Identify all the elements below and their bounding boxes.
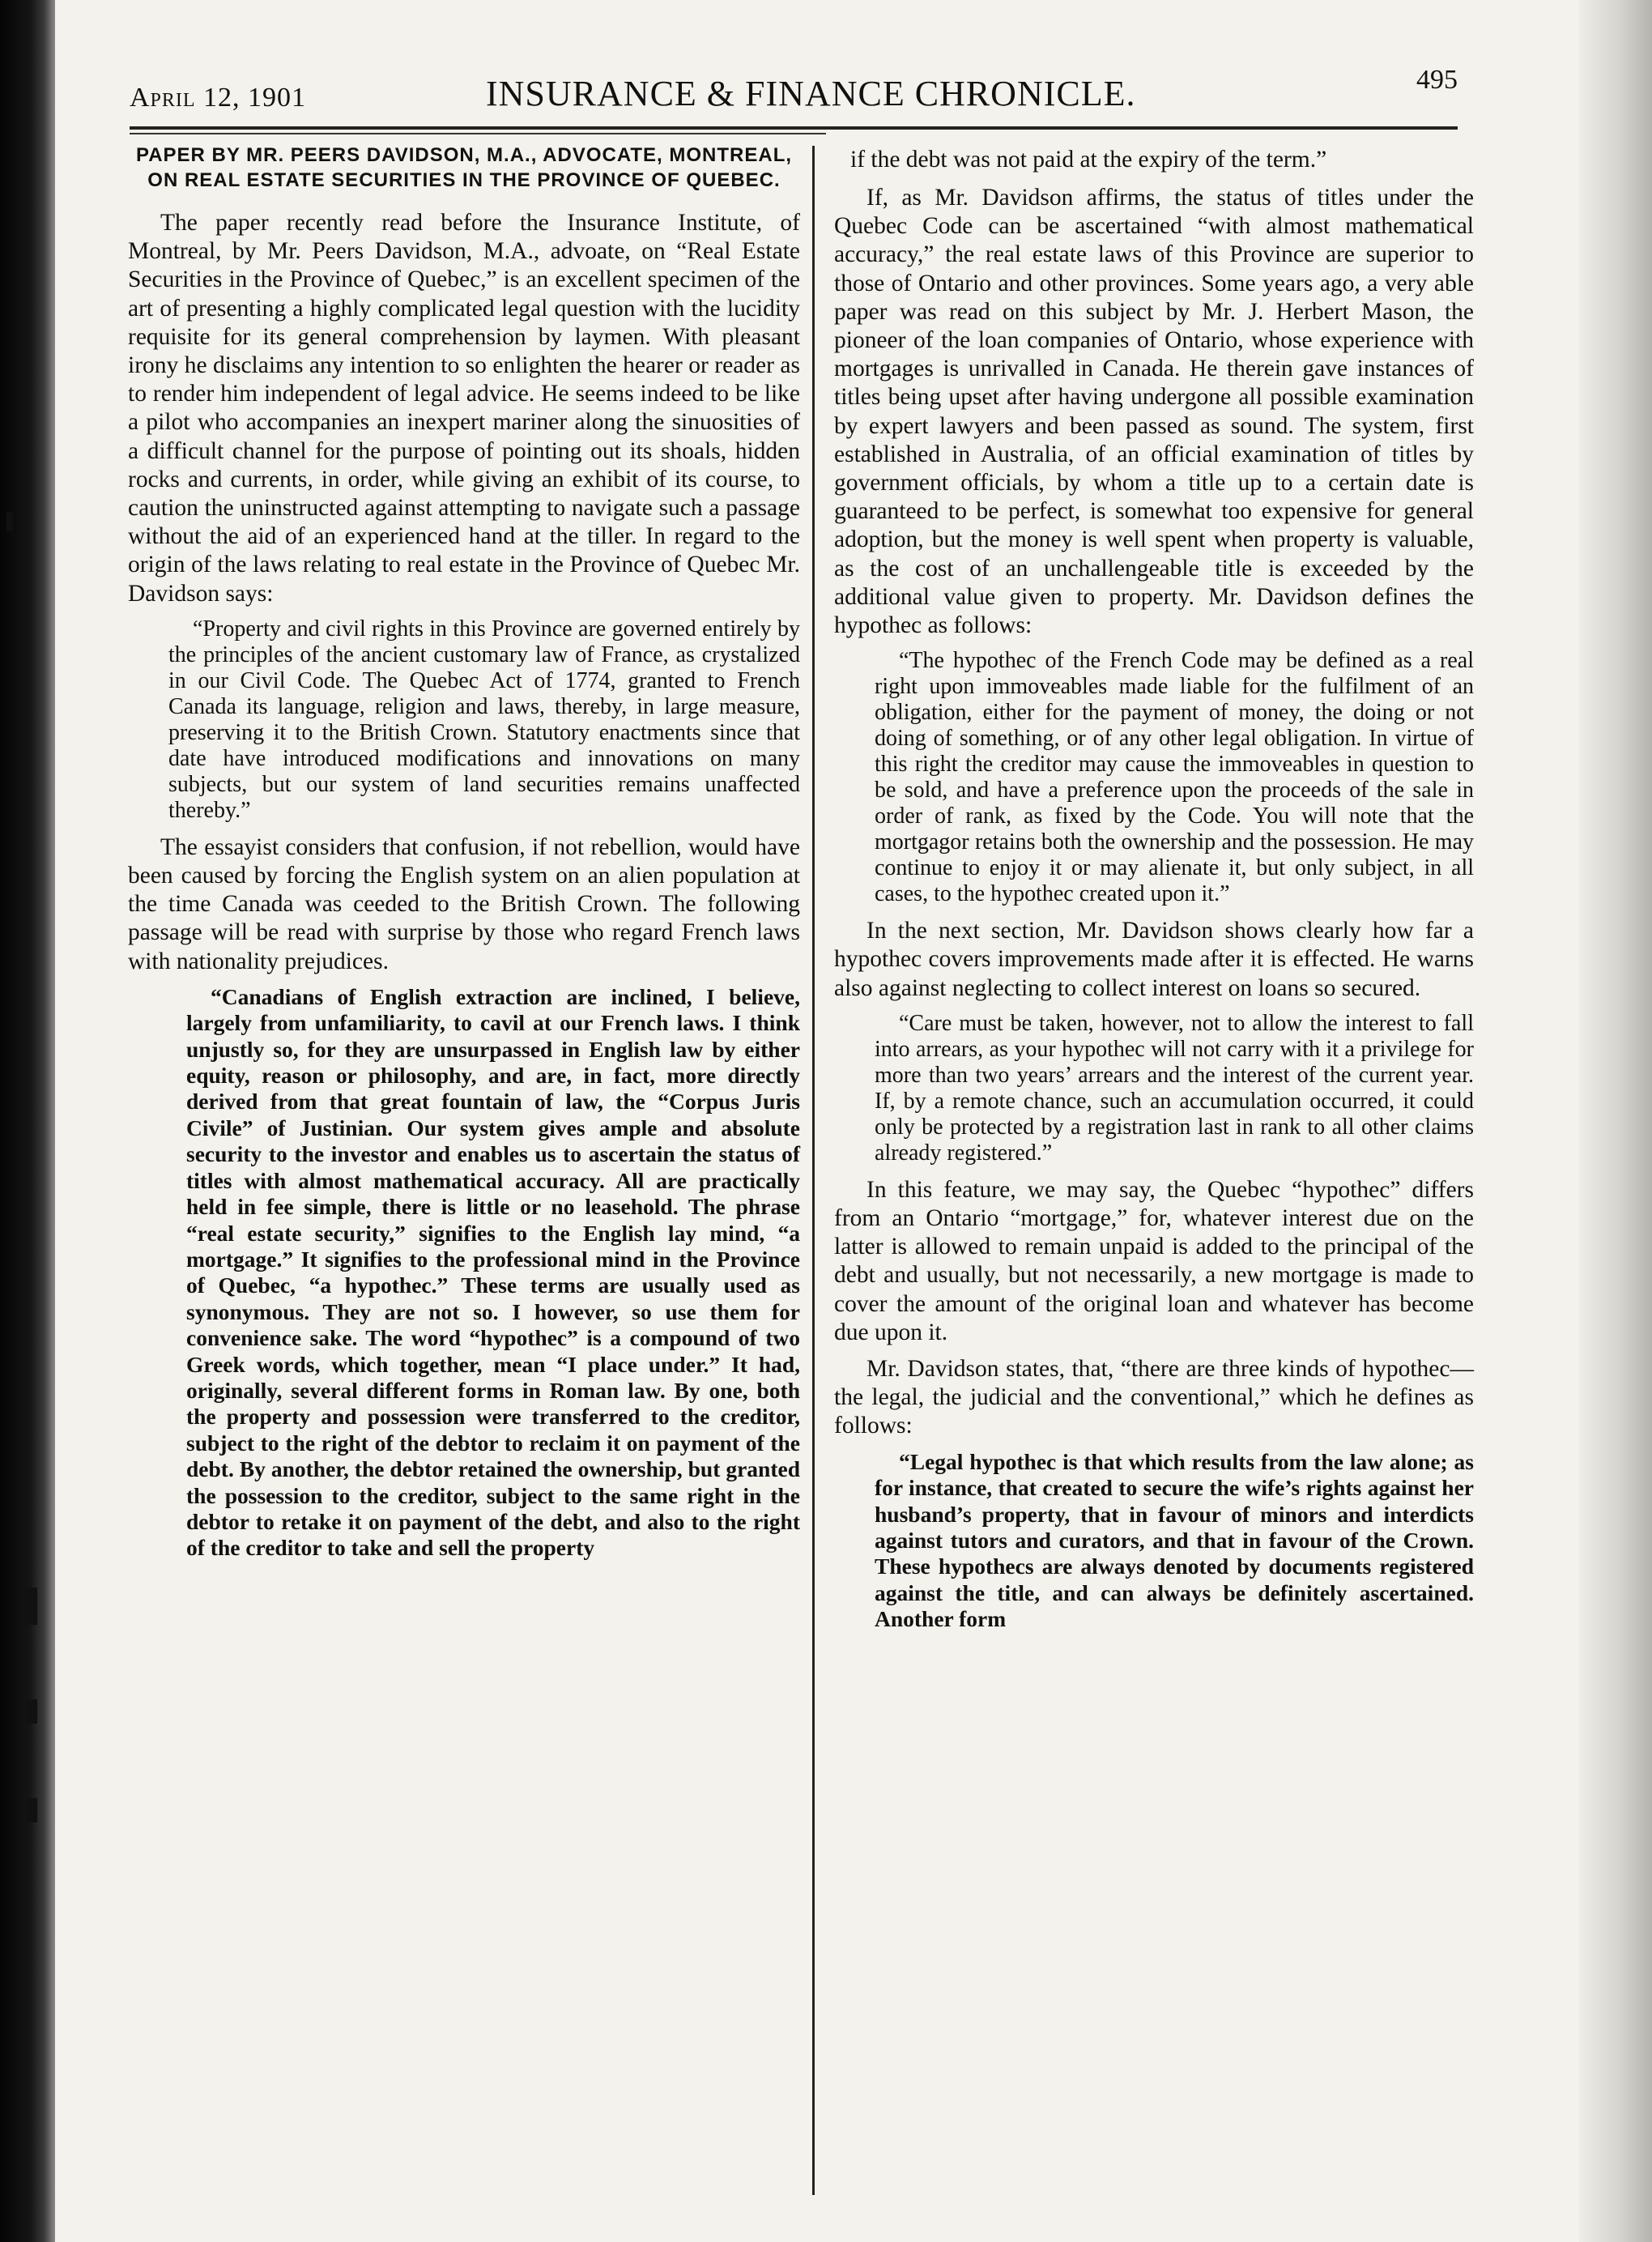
left-column — [128, 143, 800, 1571]
right-column — [834, 143, 1474, 1643]
block-quote: “Care must be taken, however, not to allow the interest to fall into arrears, as your hypothec will not carry with it a privilege for more than two years’ arrears and the interest of the current year. If, by a remote chance, such an accumulation occurred, it could only be protected by a registration last in rank to all other claims already registered.” — [875, 1010, 1474, 1166]
article-headline: PAPER BY MR. PEERS DAVIDSON, M.A., ADVOCATE, MONTREAL, ON REAL ESTATE SECURITIES IN THE PROVINCE OF QUEBEC. — [135, 144, 793, 191]
paragraph: If, as Mr. Davidson affirms, the status of titles under the Quebec Code can be ascertained “with almost mathematical accuracy,” the real estate laws of this Province are superior to those of Ontario and other provinces. Some years ago, a very able paper was read on this subject by Mr. J. Herbert Mason, the pioneer of the loan companies of Ontario, whose experience with mortgages is unrivalled in Canada. He therein gave instances of titles being upset after having undergone all possible examination by expert lawyers and been passed as sound. The system, first established in Australia, of an official examination of titles by government officials, by whom a title up to a certain date is guaranteed to be perfect, is somewhat too expensive for general adoption, but the money is well spent when property is valuable, as the cost of an unchallengeable title is exceeded by the additional value given to property. Mr. Davidson defines the hypothec as follows: — [834, 185, 1474, 639]
publication-title: INSURANCE & FINANCE CHRONICLE. — [486, 74, 1136, 113]
paragraph: The paper recently read before the Insurance Institute, of Montreal, by Mr. Peers Davidson, M.A., advoate, on “Real Estate Securities in the Province of Quebec,” is an excellent specimen of the art of presenting a highly complicated legal question with the lucidity requisite for its general comprehension by laymen. With pleasant irony he disclaims any intention to so enlighten the hearer or reader as to render him independent of legal advice. He seems indeed to be like a pilot who accompanies an inexpert mariner along the sinuosities of a difficult channel for the purpose of pointing out its shoals, hidden rocks and currents, in order, while giving an exhibit of its course, to caution the uninstructed against attempting to navigate such a passage without the aid of an experienced hand at the tiller. In regard to the origin of the laws relating to real estate in the Province of Quebec Mr. Davidson says: — [128, 210, 800, 607]
page-edge-shadow — [1579, 0, 1652, 2242]
paragraph: In this feature, we may say, the Quebec “hypothec” differs from an Ontario “mortgage,” for, whatever interest due on the latter is allowed to remain unpaid is added to the principal of the debt and usually, but not necessarily, a new mortgage is made to cover the amount of the original loan and whatever has become due upon it. — [834, 1176, 1474, 1345]
issue-date: April 12, 1901 — [130, 83, 307, 113]
paragraph: Mr. Davidson states, that, “there are three kinds of hypothec—the legal, the judicial and the conventional,” which he defines as follows: — [834, 1356, 1474, 1439]
scan-mark — [24, 1588, 37, 1625]
paragraph: The essayist considers that confusion, if not rebellion, would have been caused by forcing the English system on an alien population at the time Canada was ceeded to the British Crown. The following passage will be read with surprise by those who regard French laws with nationality prejudices. — [128, 833, 800, 974]
column-divider — [812, 146, 815, 2195]
running-header — [130, 58, 1458, 123]
header-rule-thin — [130, 133, 826, 134]
block-quote: “Canadians of English extraction are inclined, I believe, largely from unfamiliarity, to cavil at our French laws. I think unjustly so, for they are unsurpassed in English law by either equity, reason or philosophy, and are, in fact, more directly derived from that great fountain of law, the “Corpus Juris Civile” of Justinian. Our system gives ample and absolute security to the investor and enables us to ascertain the status of titles with almost mathematical accuracy. All are practically held in fee simple, there is little or no leasehold. The phrase “real estate security,” signifies to the English lay mind, “a mortgage.” It signifies to the professional mind in the Province of Quebec, “a hypothec.” These terms are usually used as synonymous. They are not so. I however, so use them for convenience sake. The word “hypothec” is a compound of two Greek words, which together, mean “I place under.” It had, originally, several different forms in Roman law. By one, both the property and possession were transferred to the creditor, subject to the right of the debtor to reclaim it on payment of the debt. By another, the debtor retained the ownership, but granted the possession to the creditor, subject to the same right in the debtor to retake it on payment of the debt, and also to the right of the creditor to take and sell the property — [186, 983, 800, 1561]
paragraph: In the next section, Mr. Davidson shows clearly how far a hypothec covers improvements made after it is effected. He warns also against neglecting to collect interest on loans so secured. — [834, 918, 1474, 1001]
scan-mark — [6, 512, 13, 531]
header-rule — [130, 126, 1458, 130]
block-quote: “Legal hypothec is that which results from the law alone; as for instance, that created to secure the wife’s rights against her husband’s property, that in favour of minors and interdicts against tutors and curators, and that in favour of the Crown. These hypothecs are always denoted by documents registered against the title, and can always be definitely ascertained. Another form — [875, 1448, 1474, 1632]
block-quote-continued: if the debt was not paid at the expiry of the term.” — [850, 147, 1327, 173]
scan-mark — [26, 1699, 37, 1724]
scan-mark — [26, 1798, 37, 1822]
page-binding-shadow — [0, 0, 55, 2242]
block-quote: “The hypothec of the French Code may be defined as a real right upon immoveables made liable for the fulfilment of an obligation, either for the payment of money, the doing or not doing of something, or of any other legal obligation. In virtue of this right the creditor may cause the immoveables in question to be sold, and have a preference upon the proceeds of the sale in order of rank, as fixed by the Code. You will note that the mortgagor retains both the ownership and the possession. He may continue to enjoy it or may alienate it, but only subject, in all cases, to the hypothec created upon it.” — [875, 648, 1474, 907]
block-quote: “Property and civil rights in this Province are governed entirely by the principles of the ancient customary law of France, as crystalized in our Civil Code. The Quebec Act of 1774, granted to French Canada its language, religion and laws, thereby, in large measure, preserving it to the British Crown. Statutory enactments since that date have introduced modifications and innovations on many subjects, but our system of land securities remains unaffected thereby.” — [168, 616, 800, 823]
page-number: 495 — [1416, 65, 1458, 95]
